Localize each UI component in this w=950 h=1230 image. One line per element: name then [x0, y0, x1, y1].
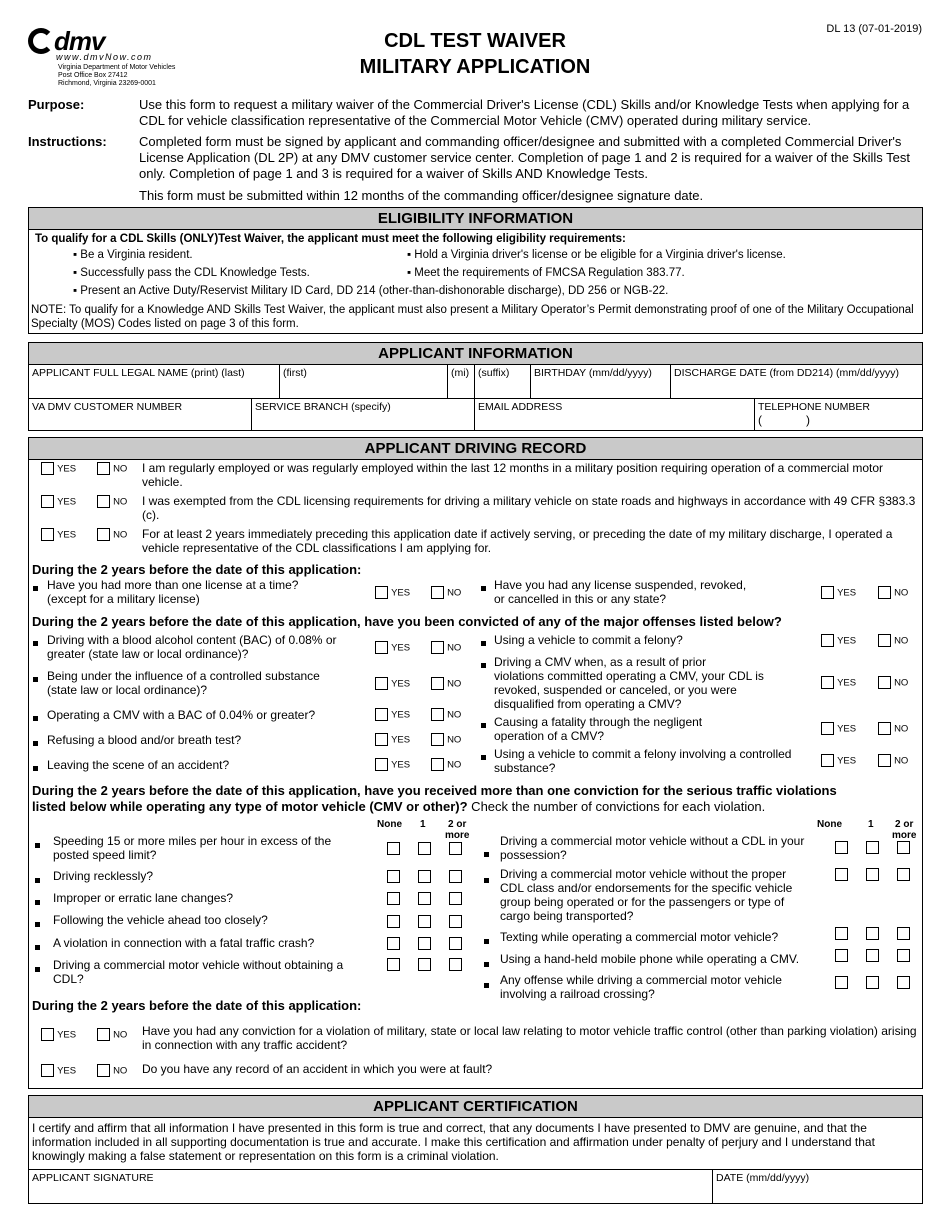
requirement-text: Present an Active Duty/Reservist Military ID Card, DD 214 (other-than-dishonorable discharge), DD 256 or NGB-22. — [80, 285, 669, 297]
first-name-label: (first) — [283, 367, 307, 379]
yes-checkbox[interactable] — [41, 1028, 54, 1041]
yes-checkbox[interactable] — [821, 754, 834, 767]
no-checkbox[interactable] — [97, 495, 110, 508]
last-name-field[interactable] — [29, 365, 280, 399]
yes-checkbox[interactable] — [41, 462, 54, 475]
telephone-label: TELEPHONE NUMBER — [758, 401, 871, 413]
offense-refuse: Refusing a blood and/or breath test? — [47, 733, 242, 747]
cmv-bac-yes[interactable]: YES — [375, 708, 410, 721]
col-none-header: None — [817, 819, 842, 830]
bac-yes[interactable]: YES — [375, 641, 410, 654]
two-or-more-checkbox[interactable] — [449, 937, 462, 950]
bullet-icon — [35, 945, 40, 950]
accident-no[interactable]: NO — [97, 1064, 127, 1077]
one-checkbox[interactable] — [418, 915, 431, 928]
requirement-item: ▪ Hold a Virginia driver's license or be eligible for a Virginia driver's license. — [407, 249, 786, 261]
agency-address — [58, 64, 175, 88]
requirement-text: Hold a Virginia driver's license or be eligible for a Virginia driver's license. — [414, 249, 786, 261]
yes-checkbox[interactable] — [821, 722, 834, 735]
no-checkbox[interactable] — [878, 676, 891, 689]
form-number: DL 13 (07-01-2019) — [826, 23, 922, 35]
service-branch-field[interactable] — [252, 399, 475, 430]
email-field[interactable] — [475, 399, 755, 430]
two-or-more-checkbox[interactable] — [897, 841, 910, 854]
none-checkbox[interactable] — [387, 842, 400, 855]
texting-counts — [835, 927, 910, 940]
violation-speeding: Speeding 15 or more miles per hour in excess of the posted speed limit? — [53, 834, 332, 862]
bullet-icon — [481, 582, 486, 594]
cmv-bac-no[interactable]: NO — [431, 708, 461, 721]
following-counts — [387, 915, 462, 928]
conviction-no[interactable]: NO — [97, 1028, 127, 1041]
offense-cmv-bac: Operating a CMV with a BAC of 0.04% or greater? — [47, 708, 316, 722]
requirement-item: ▪ Meet the requirements of FMCSA Regulation 383.77. — [407, 267, 685, 279]
refuse-yes[interactable]: YES — [375, 733, 410, 746]
bullet-icon — [35, 922, 40, 927]
instructions-label: Instructions: — [28, 134, 107, 149]
substance-no[interactable]: NO — [878, 754, 908, 767]
no-checkbox[interactable] — [431, 586, 444, 599]
two-or-more-checkbox[interactable] — [897, 976, 910, 989]
one-checkbox[interactable] — [866, 868, 879, 881]
violation-railroad: Any offense while driving a commercial motor vehicle involving a railroad crossing? — [500, 973, 782, 1001]
instructions-text: Completed form must be signed by applicant and commanding officer/designee and submitted with a completed Commercial Driver's License Application (DL 2P) at any DMV customer service center. Completion of page 1 and 2 is required for a waiver of the Skills Test only. Completion of page 1 and 3 is required for a waiver of Skills AND Knowledge Tests. — [139, 134, 910, 181]
offense-leaving-scene: Leaving the scene of an accident? — [47, 758, 230, 772]
influence-no[interactable]: NO — [431, 677, 461, 690]
s2-no-option[interactable]: NO — [97, 495, 127, 508]
question-at-fault-accident: Do you have any record of an accident in which you were at fault? — [142, 1062, 493, 1076]
two-or-more-checkbox[interactable] — [449, 842, 462, 855]
requirement-text: Be a Virginia resident. — [80, 249, 193, 261]
one-checkbox[interactable] — [866, 841, 879, 854]
licenses-subheading: During the 2 years before the date of this application: — [32, 562, 362, 577]
fatality-yes[interactable]: YES — [821, 722, 856, 735]
eligibility-heading: ELIGIBILITY INFORMATION — [29, 208, 922, 230]
question-traffic-conviction: Have you had any conviction for a violation of military, state or local law relating to motor vehicle traffic control (other than parking violation) arising in connection with any traffic accident? — [142, 1024, 917, 1052]
s3-no-option[interactable]: NO — [97, 528, 127, 541]
violation-fatal-crash: A violation in connection with a fatal traffic crash? — [53, 936, 315, 950]
yes-checkbox[interactable] — [821, 634, 834, 647]
no-checkbox[interactable] — [878, 754, 891, 767]
serious-violations-subheading: During the 2 years before the date of this application, have you received more than one conviction for the serious traffic violations listed below while operating any type of motor vehicle (CMV or other)? Check the number of convictions for each violation. — [32, 783, 837, 814]
question-multiple-license: Have you had more than one license at a time? (except for a military license) — [47, 578, 299, 606]
fatal-crash-counts — [387, 937, 462, 950]
customer-number-label: VA DMV CUSTOMER NUMBER — [32, 401, 183, 413]
date-field[interactable] — [713, 1170, 922, 1203]
bullet-icon — [484, 852, 489, 857]
violation-no-cdl: Driving a commercial motor vehicle without obtaining a CDL? — [53, 958, 344, 986]
offense-controlled-substance: Using a vehicle to commit a felony involving a controlled substance? — [494, 747, 792, 775]
certification-statement: I certify and affirm that all information I have presented in this form is true and correct, that any documents I have presented to DMV are genuine, and that the information included in all supporting documentation is true and accurate. I make this certification and affirmation under penalty of perjury and I understand that knowingly making a false statement or representation on this form is a criminal violation. — [32, 1121, 875, 1163]
possession-counts — [835, 841, 910, 854]
requirement-item: ▪ Present an Active Duty/Reservist Military ID Card, DD 214 (other-than-dishonorable discharge), DD 256 or NGB-22. — [73, 285, 669, 297]
yes-checkbox[interactable] — [375, 708, 388, 721]
suspended-yes[interactable]: YES — [821, 586, 856, 599]
two-or-more-checkbox[interactable] — [449, 915, 462, 928]
applicant-info-heading: APPLICANT INFORMATION — [29, 343, 922, 365]
multiple-license-yes[interactable]: YES — [375, 586, 410, 599]
agency-line: Richmond, Virginia 23269-0001 — [58, 80, 156, 87]
col-one-header: 1 — [420, 819, 426, 830]
bullet-icon — [33, 741, 38, 746]
two-or-more-checkbox[interactable] — [897, 868, 910, 881]
last-name-label: APPLICANT FULL LEGAL NAME (print) (last) — [32, 367, 245, 379]
no-checkbox[interactable] — [97, 1028, 110, 1041]
two-or-more-checkbox[interactable] — [449, 958, 462, 971]
none-checkbox[interactable] — [387, 870, 400, 883]
leaving-no[interactable]: NO — [431, 758, 461, 771]
bullet-icon — [35, 878, 40, 883]
no-checkbox[interactable] — [431, 733, 444, 746]
violation-cdl-possession: Driving a commercial motor vehicle without a CDL in your possession? — [500, 834, 805, 862]
form-title — [300, 28, 650, 80]
none-checkbox[interactable] — [835, 841, 848, 854]
yes-checkbox[interactable] — [375, 733, 388, 746]
no-checkbox[interactable] — [97, 1064, 110, 1077]
violation-lane-change: Improper or erratic lane changes? — [53, 891, 234, 905]
driving-record-heading: APPLICANT DRIVING RECORD — [29, 438, 922, 460]
offense-fatality: Causing a fatality through the negligent operation of a CMV? — [494, 715, 703, 743]
bullet-icon — [33, 716, 38, 721]
requirement-text: Successfully pass the CDL Knowledge Tests. — [80, 267, 310, 279]
class-counts — [835, 868, 910, 881]
none-checkbox[interactable] — [387, 958, 400, 971]
revoked-yes[interactable]: YES — [821, 676, 856, 689]
middle-initial-field[interactable] — [448, 365, 475, 399]
purpose-label: Purpose: — [28, 97, 85, 112]
felony-yes[interactable]: YES — [821, 634, 856, 647]
driving-record-section — [28, 437, 923, 1089]
bullet-icon — [481, 641, 486, 646]
one-checkbox[interactable] — [866, 976, 879, 989]
speeding-counts — [387, 842, 462, 855]
discharge-date-field[interactable] — [671, 365, 922, 399]
suspended-no[interactable]: NO — [878, 586, 908, 599]
dmv-swoosh-icon — [28, 28, 54, 54]
bullet-icon — [484, 962, 489, 967]
col-one-header: 1 — [868, 819, 874, 830]
bullet-icon — [33, 677, 38, 682]
bullet-icon — [481, 663, 486, 668]
title-line-1: CDL TEST WAIVER — [384, 30, 566, 52]
violation-mobile-phone: Using a hand-held mobile phone while operating a CMV. — [500, 952, 800, 966]
two-or-more-checkbox[interactable] — [897, 949, 910, 962]
requirement-item: ▪ Successfully pass the CDL Knowledge Tests. — [73, 267, 310, 279]
yes-checkbox[interactable] — [41, 1064, 54, 1077]
none-checkbox[interactable] — [387, 937, 400, 950]
col-two-header: 2 or more — [892, 819, 917, 841]
no-checkbox[interactable] — [97, 462, 110, 475]
two-or-more-checkbox[interactable] — [449, 870, 462, 883]
yes-checkbox[interactable] — [375, 641, 388, 654]
question-suspended: Have you had any license suspended, revoked, or cancelled in this or any state? — [494, 578, 747, 606]
logo-url: www.dmvNow.com — [56, 52, 153, 62]
violation-following: Following the vehicle ahead too closely? — [53, 913, 268, 927]
bullet-icon — [481, 723, 486, 728]
no-cdl-counts — [387, 958, 462, 971]
email-label: EMAIL ADDRESS — [478, 401, 563, 413]
reckless-counts — [387, 870, 462, 883]
purpose-text: Use this form to request a military waiver of the Commercial Driver's License (CDL) Skills and/or Knowledge Tests when applying for a CDL for vehicle classification representative of the Commercial Motor Vehicle (CMV) operated during military service. — [139, 97, 910, 128]
first-name-field[interactable] — [280, 365, 448, 399]
bullet-icon — [484, 983, 489, 988]
s1-yes-option[interactable]: YES — [41, 462, 76, 475]
yes-checkbox[interactable] — [375, 586, 388, 599]
one-checkbox[interactable] — [418, 842, 431, 855]
birthday-label: BIRTHDAY (mm/dd/yyyy) — [534, 367, 652, 379]
requirement-text: Meet the requirements of FMCSA Regulation 383.77. — [414, 267, 685, 279]
two-or-more-checkbox[interactable] — [897, 927, 910, 940]
eligibility-note: NOTE: To qualify for a Knowledge AND Skills Test Waiver, the applicant must also present a Military Operator’s Permit demonstrating proof of one of the Military Occupational Specialty (MOS) Codes listed on page 3 of this form. — [31, 304, 914, 330]
signature-label: APPLICANT SIGNATURE — [32, 1172, 154, 1184]
one-checkbox[interactable] — [418, 937, 431, 950]
agency-line: Virginia Department of Motor Vehicles — [58, 64, 176, 71]
none-checkbox[interactable] — [835, 868, 848, 881]
s1-no-option[interactable]: NO — [97, 462, 127, 475]
one-checkbox[interactable] — [418, 958, 431, 971]
no-checkbox[interactable] — [97, 528, 110, 541]
suffix-field[interactable] — [475, 365, 531, 399]
yes-checkbox[interactable] — [821, 676, 834, 689]
bullet-icon — [33, 641, 38, 646]
customer-number-field[interactable] — [29, 399, 252, 430]
certification-section — [28, 1095, 923, 1204]
eligibility-intro: To qualify for a CDL Skills (ONLY)Test Waiver, the applicant must meet the following eligibility requirements: — [35, 233, 626, 245]
service-branch-label: SERVICE BRANCH (specify) — [255, 401, 391, 413]
phone-counts — [835, 949, 910, 962]
yes-checkbox[interactable] — [375, 758, 388, 771]
multiple-license-no[interactable]: NO — [431, 586, 461, 599]
one-checkbox[interactable] — [418, 870, 431, 883]
lane-counts — [387, 892, 462, 905]
no-checkbox[interactable] — [431, 641, 444, 654]
railroad-counts — [835, 976, 910, 989]
one-checkbox[interactable] — [866, 949, 879, 962]
suffix-label: (suffix) — [478, 367, 510, 379]
eligibility-section — [28, 207, 923, 334]
statement-operated: For at least 2 years immediately preceding this application date if actively serving, or preceding the date of my military discharge, I operated a vehicle representative of the CDL classifications I am applying for. — [142, 527, 893, 555]
violation-cdl-class: Driving a commercial motor vehicle without the proper CDL class and/or endorsements for the specific vehicle group being operated or for the passengers or type of cargo being transported? — [500, 867, 793, 923]
birthday-field[interactable] — [531, 365, 671, 399]
no-checkbox[interactable] — [878, 586, 891, 599]
yes-checkbox[interactable] — [41, 528, 54, 541]
s3-yes-option[interactable]: YES — [41, 528, 76, 541]
statement-exempted: I was exempted from the CDL licensing requirements for driving a military vehicle on state roads and highways in accordance with 49 CFR §383.3 (c). — [142, 494, 916, 522]
bullet-icon — [35, 843, 40, 848]
telephone-field[interactable] — [755, 399, 922, 430]
two-or-more-checkbox[interactable] — [449, 892, 462, 905]
title-line-2: MILITARY APPLICATION — [359, 56, 591, 78]
conviction-yes[interactable]: YES — [41, 1028, 76, 1041]
refuse-no[interactable]: NO — [431, 733, 461, 746]
none-checkbox[interactable] — [835, 976, 848, 989]
bac-no[interactable]: NO — [431, 641, 461, 654]
applicant-info-section — [28, 342, 923, 431]
revoked-no[interactable]: NO — [878, 676, 908, 689]
requirement-item: ▪ Be a Virginia resident. — [73, 249, 193, 261]
substance-yes[interactable]: YES — [821, 754, 856, 767]
s2-yes-option[interactable]: YES — [41, 495, 76, 508]
leaving-yes[interactable]: YES — [375, 758, 410, 771]
mi-label: (mi) — [451, 367, 470, 379]
no-checkbox[interactable] — [431, 758, 444, 771]
major-offenses-subheading: During the 2 years before the date of this application, have you been convicted of any of the major offenses listed below? — [32, 614, 782, 629]
bullet-icon — [484, 878, 489, 883]
yes-checkbox[interactable] — [821, 586, 834, 599]
no-checkbox[interactable] — [878, 722, 891, 735]
final-questions-subheading: During the 2 years before the date of this application: — [32, 998, 362, 1013]
felony-no[interactable]: NO — [878, 634, 908, 647]
bullet-icon — [484, 939, 489, 944]
influence-yes[interactable]: YES — [375, 677, 410, 690]
offense-felony: Using a vehicle to commit a felony? — [494, 633, 683, 647]
violation-texting: Texting while operating a commercial motor vehicle? — [500, 930, 779, 944]
bullet-icon — [35, 900, 40, 905]
signature-field[interactable] — [29, 1170, 713, 1203]
agency-line: Post Office Box 27412 — [58, 72, 128, 79]
yes-checkbox[interactable] — [41, 495, 54, 508]
bullet-icon — [481, 755, 486, 760]
date-label: DATE (mm/dd/yyyy) — [716, 1172, 810, 1184]
logo-text: dmv — [54, 26, 105, 56]
statement-employed: I am regularly employed or was regularly employed within the last 12 months in a military position requiring operation of a commercial motor vehicle. — [142, 461, 883, 489]
no-checkbox[interactable] — [431, 708, 444, 721]
one-checkbox[interactable] — [866, 927, 879, 940]
no-checkbox[interactable] — [431, 677, 444, 690]
bullet-icon — [33, 766, 38, 771]
submission-deadline: This form must be submitted within 12 months of the commanding officer/designee signature date. — [139, 188, 704, 203]
col-two-header: 2 or more — [445, 819, 470, 841]
one-checkbox[interactable] — [418, 892, 431, 905]
none-checkbox[interactable] — [387, 915, 400, 928]
none-checkbox[interactable] — [835, 927, 848, 940]
certification-heading: APPLICANT CERTIFICATION — [29, 1096, 922, 1118]
none-checkbox[interactable] — [835, 949, 848, 962]
none-checkbox[interactable] — [387, 892, 400, 905]
offense-influence: Being under the influence of a controlled substance (state law or local ordinance)? — [47, 669, 320, 697]
bullet-icon — [33, 582, 38, 594]
violation-reckless: Driving recklessly? — [53, 869, 154, 883]
accident-yes[interactable]: YES — [41, 1064, 76, 1077]
yes-checkbox[interactable] — [375, 677, 388, 690]
offense-bac: Driving with a blood alcohol content (BAC) of 0.08% or greater (state law or local ordinance)? — [47, 633, 337, 661]
dmv-logo — [28, 26, 228, 92]
discharge-date-label: DISCHARGE DATE (from DD214) (mm/dd/yyyy) — [674, 367, 899, 379]
fatality-no[interactable]: NO — [878, 722, 908, 735]
col-none-header: None — [377, 819, 402, 830]
bullet-icon — [35, 967, 40, 972]
area-code-parens: ( ) — [758, 413, 810, 427]
no-checkbox[interactable] — [878, 634, 891, 647]
offense-revoked-cdl: Driving a CMV when, as a result of prior violations committed operating a CMV, your CDL is revoked, suspended or canceled, or you were disqualified from operating a CMV? — [494, 655, 764, 711]
